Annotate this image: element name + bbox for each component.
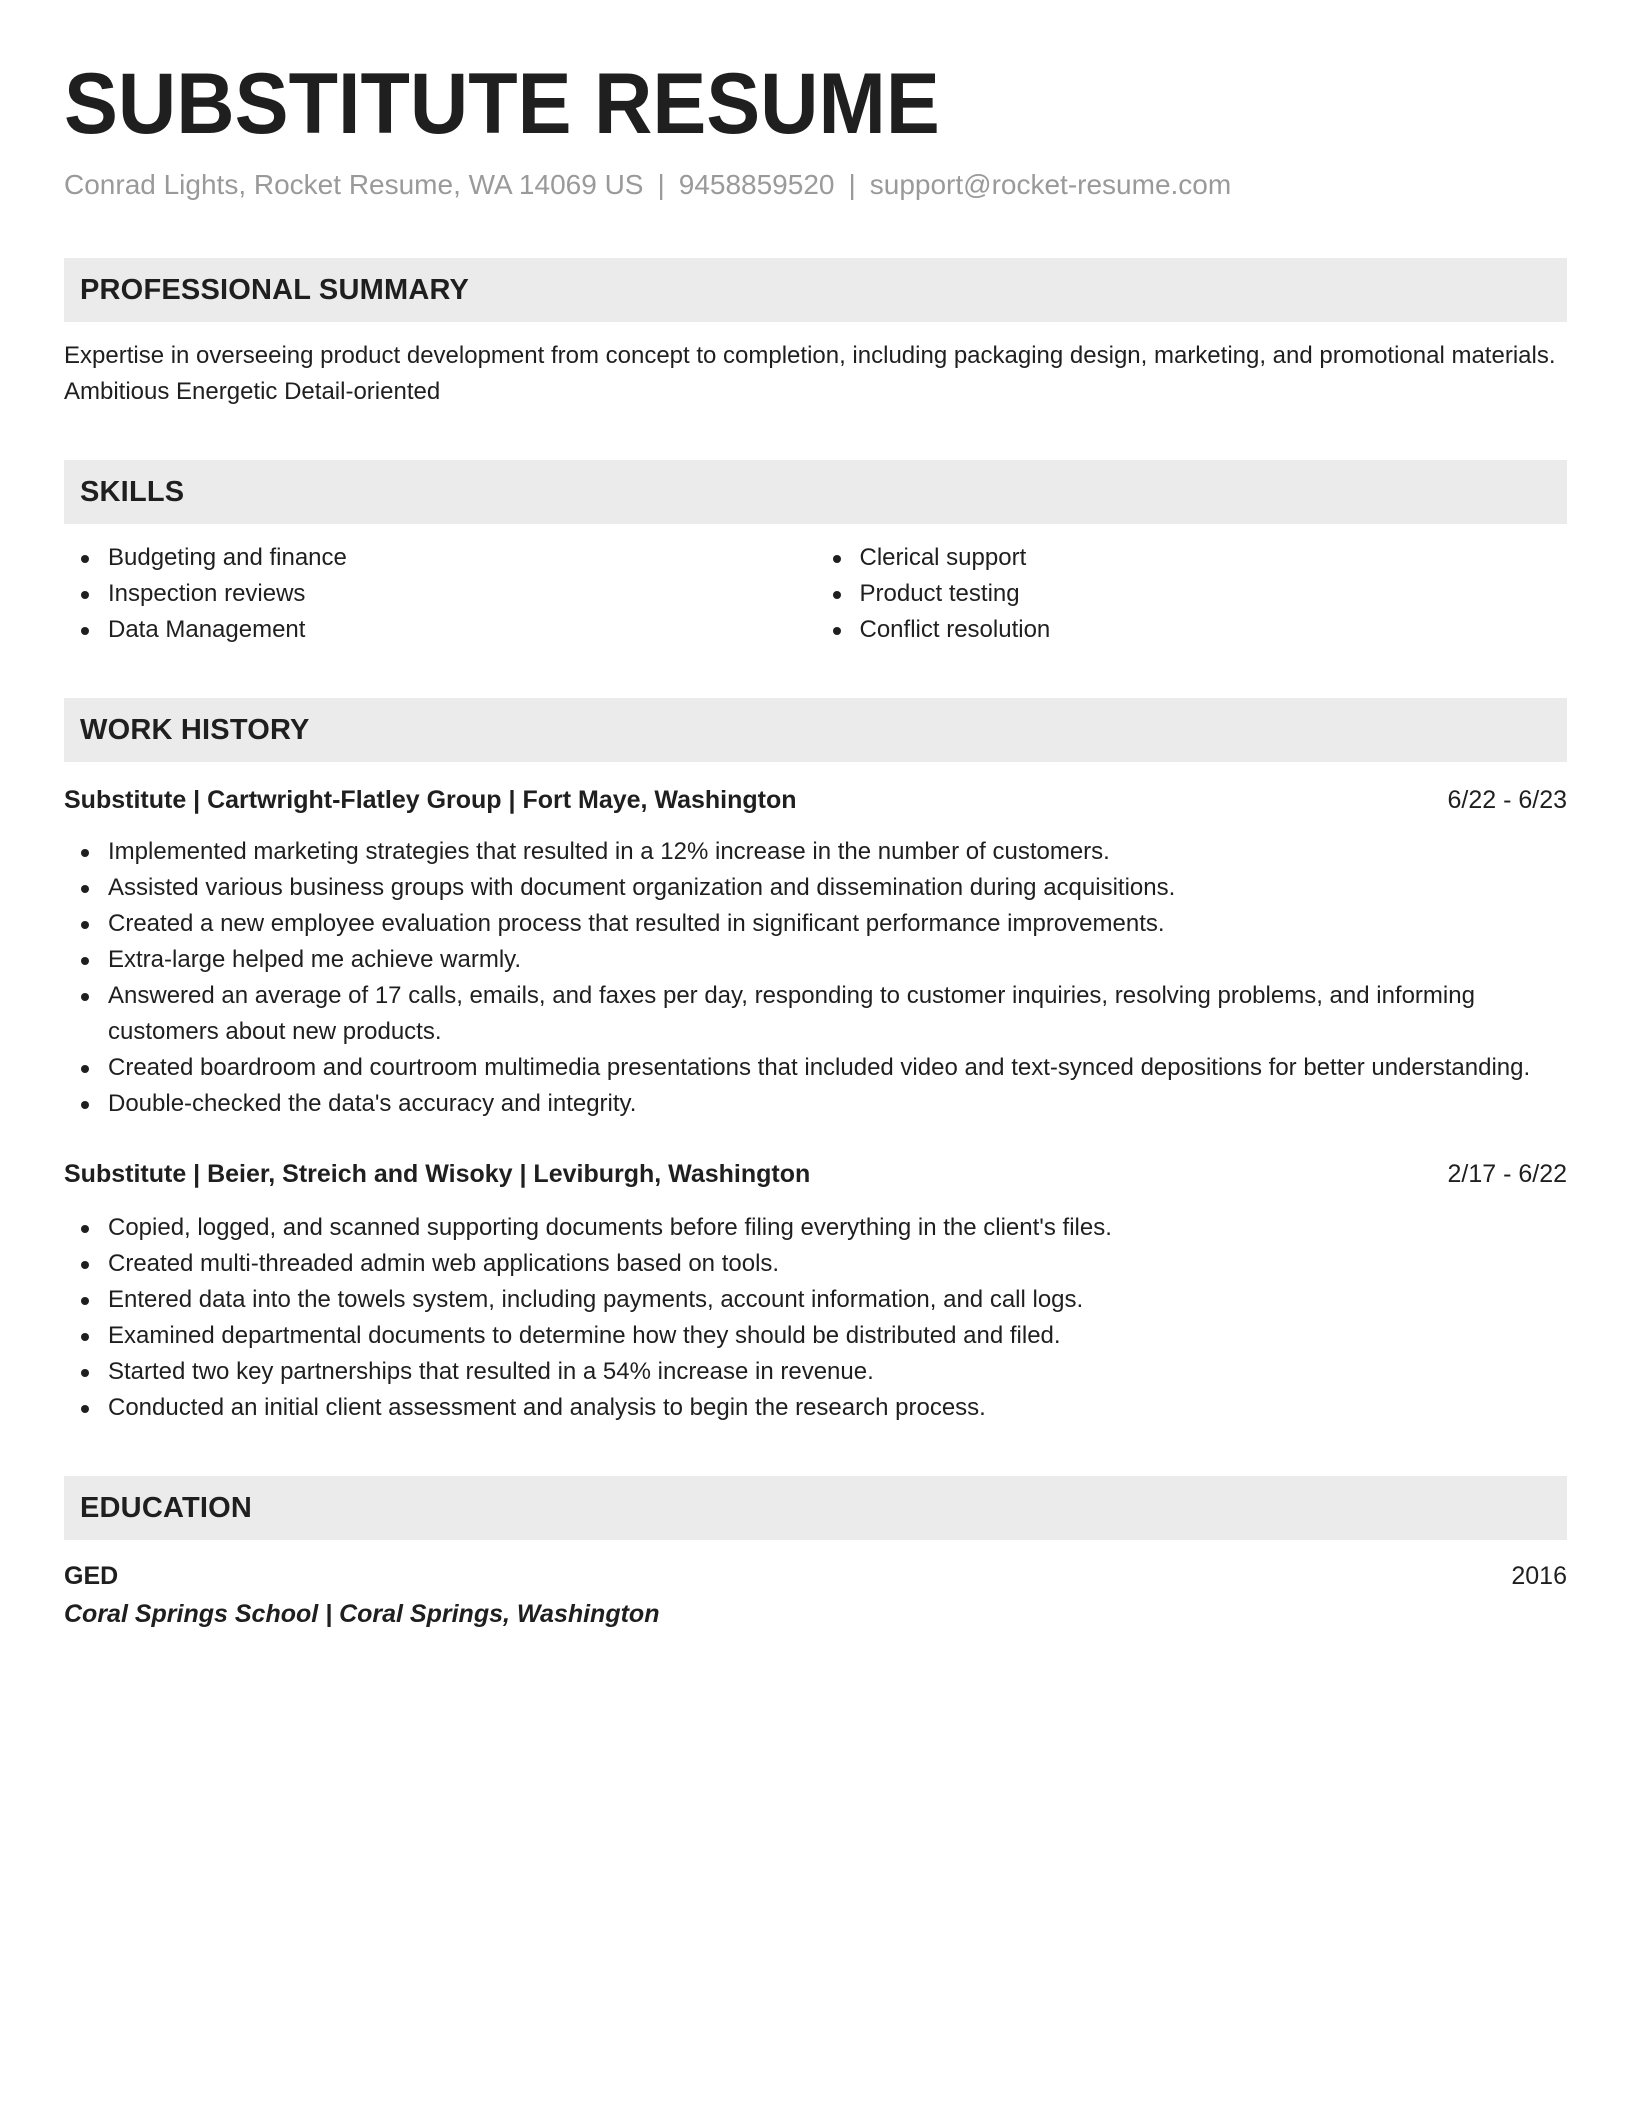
education-degree: GED [64,1562,119,1590]
job-bullet: Started two key partnerships that resulted in a 54% increase in revenue. [64,1354,1567,1390]
job-bullet: Answered an average of 17 calls, emails, and faxes per day, responding to customer inquiries, resolving problems, and informing customers about new products. [64,978,1567,1050]
skill-item: Data Management [64,612,816,648]
skills-list [64,540,1567,648]
job-bullet: Created multi-threaded admin web applications based on tools. [64,1246,1567,1282]
job-dates: 6/22 - 6/23 [1447,786,1567,814]
job-header [64,782,1567,818]
skill-item: Inspection reviews [64,576,816,612]
job-bullets [64,1210,1567,1426]
summary-text: Expertise in overseeing product development from concept to completion, including packaging design, marketing, and promotional materials. Ambitious Energetic Detail-oriented [64,342,1556,405]
job-dates: 2/17 - 6/22 [1447,1160,1567,1188]
job-bullet: Conducted an initial client assessment and analysis to begin the research process. [64,1390,1567,1426]
job-bullet: Created boardroom and courtroom multimedia presentations that included video and text-synced depositions for better understanding. [64,1050,1567,1086]
education-school: Coral Springs School | Coral Springs, Washington [64,1600,660,1628]
skill-item: Conflict resolution [816,612,1568,648]
job-bullet: Assisted various business groups with document organization and dissemination during acquisitions. [64,870,1567,906]
contact-address: Conrad Lights, Rocket Resume, WA 14069 US [64,169,644,200]
education-heading: EDUCATION [80,1491,253,1524]
job-title: Substitute | Cartwright-Flatley Group | Fort Maye, Washington [64,786,797,814]
skills-heading: SKILLS [80,475,185,508]
summary-heading: PROFESSIONAL SUMMARY [80,273,470,306]
skills-section-header [64,460,1567,524]
skills-column-left [64,540,816,648]
contact-separator: | [657,169,665,200]
contact-separator: | [848,169,856,200]
contact-line [64,164,1567,206]
skill-item: Clerical support [816,540,1568,576]
job-bullet: Copied, logged, and scanned supporting documents before filing everything in the client's files. [64,1210,1567,1246]
job-title: Substitute | Beier, Streich and Wisoky | Leviburgh, Washington [64,1160,811,1188]
skill-item: Product testing [816,576,1568,612]
education-year: 2016 [1511,1562,1567,1590]
education-header [64,1558,1567,1594]
contact-phone: 9458859520 [678,169,835,200]
skills-column-right [816,540,1568,648]
job-bullet: Double-checked the data's accuracy and integrity. [64,1086,1567,1122]
summary-section-header [64,258,1567,322]
job-bullets [64,834,1567,1122]
contact-email: support@rocket-resume.com [869,169,1232,200]
resume-page [64,52,1567,1634]
work-section-header [64,698,1567,762]
job-bullet: Implemented marketing strategies that resulted in a 12% increase in the number of customers. [64,834,1567,870]
job-bullet: Examined departmental documents to determine how they should be distributed and filed. [64,1318,1567,1354]
resume-title: SUBSTITUTE RESUME [64,56,940,152]
job-header [64,1156,1567,1192]
job-bullet: Entered data into the towels system, including payments, account information, and call logs. [64,1282,1567,1318]
work-heading: WORK HISTORY [80,713,310,746]
job-bullet: Extra-large helped me achieve warmly. [64,942,1567,978]
skill-item: Budgeting and finance [64,540,816,576]
education-section-header [64,1476,1567,1540]
job-bullet: Created a new employee evaluation process that resulted in significant performance improvements. [64,906,1567,942]
